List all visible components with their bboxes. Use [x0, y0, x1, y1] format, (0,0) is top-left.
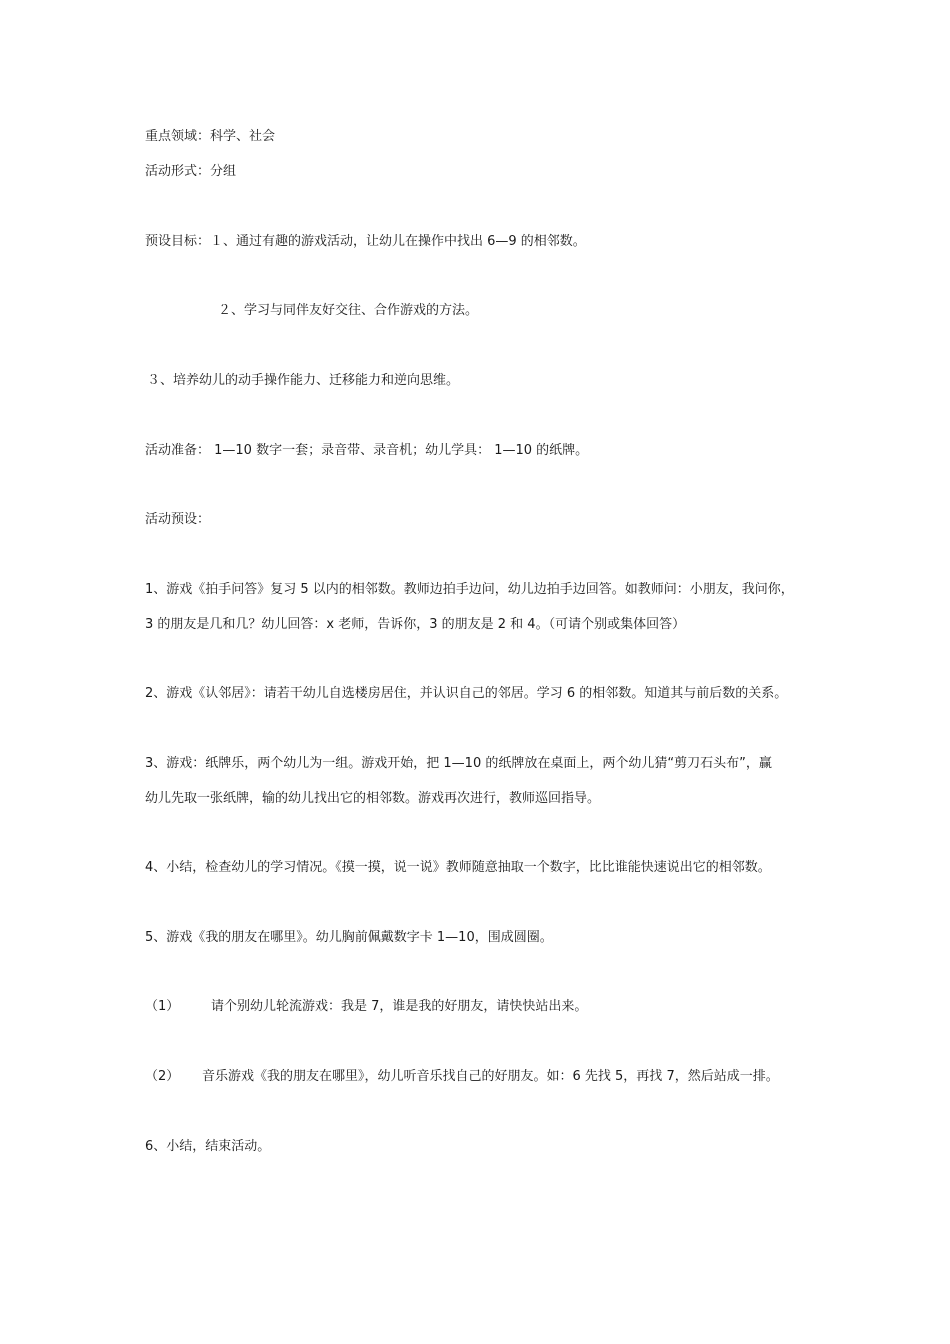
step-5-sub-2	[145, 1068, 779, 1086]
preparation: 活动准备： 1—10 数字一套；录音带、录音机；幼儿学具： 1—10 的纸牌。	[145, 443, 589, 458]
focus-area: 重点领域：科学、社会	[145, 129, 276, 144]
step-4: 4、小结，检查幼儿的学习情况。《摸一摸，说一说》教师随意抽取一个数字，比比谁能快速说出它的相邻数。	[145, 860, 771, 875]
step-5-sub-1	[145, 998, 587, 1016]
step-1-line-2: 3 的朋友是几和几？幼儿回答：x 老师，告诉你，3 的朋友是 2 和 4。（可请个别或集体回答）	[145, 617, 686, 632]
step-3-line-2: 幼儿先取一张纸牌，输的幼儿找出它的相邻数。游戏再次进行，教师巡回指导。	[145, 791, 601, 806]
goal-1: 预设目标：１、通过有趣的游戏活动，让幼儿在操作中找出 6—9 的相邻数。	[145, 234, 586, 249]
step-2: 2、游戏《认邻居》：请若干幼儿自选楼房居住，并认识自己的邻居。学习 6 的相邻数。知道其与前后数的关系。	[145, 686, 788, 701]
goal-3: ３、培养幼儿的动手操作能力、迁移能力和逆向思维。	[147, 373, 460, 388]
step-5-sub-1-number: （1）	[145, 999, 180, 1014]
step-3-line-1: 3、游戏：纸牌乐，两个幼儿为一组。游戏开始，把 1—10 的纸牌放在桌面上，两个幼儿猜“剪刀石头布”，赢	[145, 756, 772, 771]
step-5-sub-2-text: 音乐游戏《我的朋友在哪里》，幼儿听音乐找自己的好朋友。如：6 先找 5，再找 7，然后站成一排。	[202, 1069, 779, 1084]
goal-2: ２、学习与同伴友好交往、合作游戏的方法。	[218, 303, 479, 318]
step-5-sub-2-number: （2）	[145, 1069, 180, 1084]
step-6: 6、小结，结束活动。	[145, 1139, 271, 1154]
step-5-sub-1-text: 请个别幼儿轮流游戏：我是 7，谁是我的好朋友，请快快站出来。	[211, 999, 588, 1014]
process-title: 活动预设：	[145, 512, 211, 527]
activity-form: 活动形式：分组	[145, 164, 237, 179]
step-5: 5、游戏《我的朋友在哪里》。幼儿胸前佩戴数字卡 1—10，围成圆圈。	[145, 930, 553, 945]
step-1-line-1: 1、游戏《拍手问答》复习 5 以内的相邻数。教师边拍手边问，幼儿边拍手边回答。如教师问：小朋友，我问你，	[145, 582, 794, 597]
